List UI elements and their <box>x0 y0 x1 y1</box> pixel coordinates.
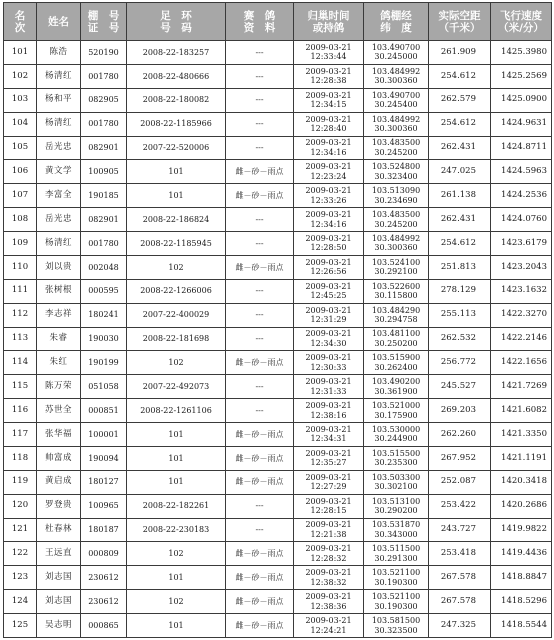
name-cell: 岳光忠 <box>37 136 81 160</box>
name-cell: 帅富成 <box>37 446 81 470</box>
rank-cell: 115 <box>4 375 37 399</box>
ring-no-cell: 2008-22-180082 <box>127 88 226 112</box>
table-row <box>4 184 552 208</box>
table-row <box>4 423 552 447</box>
race-material-cell: 雌－砂－雨点 <box>226 614 294 638</box>
table-row <box>4 614 552 638</box>
rank-cell: 109 <box>4 232 37 256</box>
speed-cell: 1425.2569 <box>491 64 552 88</box>
table-header <box>4 3 552 41</box>
table-row <box>4 351 552 375</box>
race-material-cell: 雌－砂－雨点 <box>226 590 294 614</box>
name-cell: 罗登贵 <box>37 494 81 518</box>
arrival-time-cell: 2009-03-21 12:31:33 <box>294 375 364 399</box>
name-cell: 杨和平 <box>37 88 81 112</box>
coords-cell: 103.515900 30.262400 <box>364 351 429 375</box>
rank-cell: 104 <box>4 112 37 136</box>
rank-cell: 122 <box>4 542 37 566</box>
rank-cell: 121 <box>4 518 37 542</box>
distance-cell: 253.418 <box>429 542 491 566</box>
table-row <box>4 255 552 279</box>
coords-cell: 103.581500 30.323500 <box>364 614 429 638</box>
loft-no-cell: 002048 <box>81 255 127 279</box>
loft-no-cell: 180127 <box>81 470 127 494</box>
ring-no-cell: 102 <box>127 590 226 614</box>
rank-cell: 108 <box>4 208 37 232</box>
arrival-time-cell: 2009-03-21 12:27:29 <box>294 470 364 494</box>
name-cell: 李富全 <box>37 184 81 208</box>
race-material-cell: --- <box>226 232 294 256</box>
race-material-cell: 雌－砂－雨点 <box>226 542 294 566</box>
coords-cell: 103.521000 30.175900 <box>364 399 429 423</box>
table-row <box>4 375 552 399</box>
speed-cell: 1418.5544 <box>491 614 552 638</box>
table-body <box>4 41 552 638</box>
ring-no-cell: 102 <box>127 542 226 566</box>
speed-cell: 1425.0900 <box>491 88 552 112</box>
rank-cell: 107 <box>4 184 37 208</box>
loft-no-cell: 100905 <box>81 160 127 184</box>
ring-no-cell: 2008-22-1185945 <box>127 232 226 256</box>
loft-no-cell: 180187 <box>81 518 127 542</box>
arrival-time-cell: 2009-03-21 12:26:56 <box>294 255 364 279</box>
loft-no-cell: 230612 <box>81 590 127 614</box>
speed-cell: 1423.1632 <box>491 279 552 303</box>
distance-cell: 267.578 <box>429 566 491 590</box>
loft-no-cell: 082905 <box>81 88 127 112</box>
table-row <box>4 542 552 566</box>
speed-cell: 1424.9631 <box>491 112 552 136</box>
loft-no-cell: 230612 <box>81 566 127 590</box>
distance-cell: 243.727 <box>429 518 491 542</box>
race-material-cell: 雌－砂－雨点 <box>226 160 294 184</box>
speed-cell: 1425.3980 <box>491 41 552 65</box>
arrival-time-cell: 2009-03-21 12:34:16 <box>294 136 364 160</box>
speed-cell: 1421.3350 <box>491 423 552 447</box>
rank-cell: 106 <box>4 160 37 184</box>
arrival-time-cell: 2009-03-21 12:34:16 <box>294 208 364 232</box>
ring-no-cell: 101 <box>127 566 226 590</box>
distance-cell: 254.612 <box>429 64 491 88</box>
ring-no-cell: 2008-22-182261 <box>127 494 226 518</box>
loft-no-cell: 000865 <box>81 614 127 638</box>
arrival-time-cell: 2009-03-21 12:30:33 <box>294 351 364 375</box>
coords-cell: 103.484992 30.300360 <box>364 112 429 136</box>
distance-cell: 267.952 <box>429 446 491 470</box>
table-row <box>4 41 552 65</box>
race-material-cell: --- <box>226 112 294 136</box>
loft-no-cell: 180241 <box>81 303 127 327</box>
distance-cell: 254.612 <box>429 112 491 136</box>
speed-cell: 1422.3270 <box>491 303 552 327</box>
distance-cell: 262.431 <box>429 208 491 232</box>
speed-cell: 1424.2536 <box>491 184 552 208</box>
table-row <box>4 279 552 303</box>
speed-cell: 1422.1656 <box>491 351 552 375</box>
name-cell: 刘志国 <box>37 590 81 614</box>
ring-no-cell: 2008-22-1185966 <box>127 112 226 136</box>
col-name-header: 姓名 <box>37 3 81 41</box>
race-material-cell: --- <box>226 279 294 303</box>
ring-no-cell: 2008-22-480666 <box>127 64 226 88</box>
coords-cell: 103.513100 30.290200 <box>364 494 429 518</box>
ring-no-cell: 2008-22-1261106 <box>127 399 226 423</box>
arrival-time-cell: 2009-03-21 12:38:36 <box>294 590 364 614</box>
distance-cell: 254.612 <box>429 232 491 256</box>
rank-cell: 113 <box>4 327 37 351</box>
coords-cell: 103.483500 30.245200 <box>364 136 429 160</box>
arrival-time-cell: 2009-03-21 12:28:40 <box>294 112 364 136</box>
name-cell: 刘志国 <box>37 566 81 590</box>
loft-no-cell: 100965 <box>81 494 127 518</box>
rank-cell: 116 <box>4 399 37 423</box>
arrival-time-cell: 2009-03-21 12:21:38 <box>294 518 364 542</box>
coords-cell: 103.484290 30.294758 <box>364 303 429 327</box>
speed-cell: 1418.5296 <box>491 590 552 614</box>
loft-no-cell: 000851 <box>81 399 127 423</box>
coords-cell: 103.515500 30.235300 <box>364 446 429 470</box>
name-cell: 陈浩 <box>37 41 81 65</box>
coords-cell: 103.524100 30.292100 <box>364 255 429 279</box>
ring-no-cell: 101 <box>127 470 226 494</box>
ring-no-cell: 2007-22-400029 <box>127 303 226 327</box>
speed-cell: 1424.5963 <box>491 160 552 184</box>
coords-cell: 103.481100 30.250200 <box>364 327 429 351</box>
col-ring-no-header: 足 环 号 码 <box>127 3 226 41</box>
race-material-cell: --- <box>226 64 294 88</box>
col-distance-header: 实际空距 （千米） <box>429 3 491 41</box>
coords-cell: 103.483500 30.245200 <box>364 208 429 232</box>
distance-cell: 261.909 <box>429 41 491 65</box>
table-row <box>4 160 552 184</box>
col-race-material-header: 赛 鸽 资 料 <box>226 3 294 41</box>
distance-cell: 247.325 <box>429 614 491 638</box>
coords-cell: 103.503300 30.302100 <box>364 470 429 494</box>
col-arrival-time-header: 归巢时间 或持鸽 <box>294 3 364 41</box>
rank-cell: 110 <box>4 255 37 279</box>
arrival-time-cell: 2009-03-21 12:38:32 <box>294 566 364 590</box>
coords-cell: 103.531870 30.343000 <box>364 518 429 542</box>
ring-no-cell: 101 <box>127 614 226 638</box>
race-material-cell: 雌－砂－雨点 <box>226 351 294 375</box>
speed-cell: 1418.8847 <box>491 566 552 590</box>
name-cell: 杨清红 <box>37 64 81 88</box>
rank-cell: 125 <box>4 614 37 638</box>
table-row <box>4 88 552 112</box>
loft-no-cell: 001780 <box>81 232 127 256</box>
name-cell: 张华福 <box>37 423 81 447</box>
coords-cell: 103.524800 30.323400 <box>364 160 429 184</box>
arrival-time-cell: 2009-03-21 12:45:25 <box>294 279 364 303</box>
table-row <box>4 303 552 327</box>
speed-cell: 1421.7269 <box>491 375 552 399</box>
table-row <box>4 208 552 232</box>
table-row <box>4 494 552 518</box>
arrival-time-cell: 2009-03-21 12:34:30 <box>294 327 364 351</box>
ring-no-cell: 2008-22-1266006 <box>127 279 226 303</box>
arrival-time-cell: 2009-03-21 12:31:29 <box>294 303 364 327</box>
arrival-time-cell: 2009-03-21 12:33:26 <box>294 184 364 208</box>
rank-cell: 120 <box>4 494 37 518</box>
table-row <box>4 470 552 494</box>
loft-no-cell: 001780 <box>81 112 127 136</box>
name-cell: 张树根 <box>37 279 81 303</box>
rank-cell: 119 <box>4 470 37 494</box>
race-material-cell: --- <box>226 136 294 160</box>
ring-no-cell: 2008-22-186824 <box>127 208 226 232</box>
col-coords-header: 鸽棚经 纬 度 <box>364 3 429 41</box>
distance-cell: 267.578 <box>429 590 491 614</box>
arrival-time-cell: 2009-03-21 12:34:31 <box>294 423 364 447</box>
loft-no-cell: 082901 <box>81 208 127 232</box>
speed-cell: 1420.2686 <box>491 494 552 518</box>
table-row <box>4 399 552 423</box>
loft-no-cell: 100001 <box>81 423 127 447</box>
ring-no-cell: 2007-22-520006 <box>127 136 226 160</box>
arrival-time-cell: 2009-03-21 12:38:16 <box>294 399 364 423</box>
race-material-cell: 雌－砂－雨点 <box>226 184 294 208</box>
ring-no-cell: 2008-22-183257 <box>127 41 226 65</box>
race-material-cell: --- <box>226 41 294 65</box>
arrival-time-cell: 2009-03-21 12:28:38 <box>294 64 364 88</box>
coords-cell: 103.521100 30.190300 <box>364 566 429 590</box>
table-row <box>4 327 552 351</box>
arrival-time-cell: 2009-03-21 12:34:15 <box>294 88 364 112</box>
loft-no-cell: 190030 <box>81 327 127 351</box>
race-material-cell: 雌－砂－雨点 <box>226 446 294 470</box>
name-cell: 岳光忠 <box>37 208 81 232</box>
speed-cell: 1423.6179 <box>491 232 552 256</box>
name-cell: 苏世全 <box>37 399 81 423</box>
ring-no-cell: 102 <box>127 351 226 375</box>
name-cell: 黄启成 <box>37 470 81 494</box>
distance-cell: 256.772 <box>429 351 491 375</box>
distance-cell: 261.138 <box>429 184 491 208</box>
race-material-cell: --- <box>226 88 294 112</box>
loft-no-cell: 000809 <box>81 542 127 566</box>
ring-no-cell: 101 <box>127 184 226 208</box>
coords-cell: 103.522600 30.115800 <box>364 279 429 303</box>
name-cell: 吴志明 <box>37 614 81 638</box>
coords-cell: 103.484992 30.300360 <box>364 64 429 88</box>
loft-no-cell: 190199 <box>81 351 127 375</box>
race-material-cell: 雌－砂－雨点 <box>226 470 294 494</box>
name-cell: 王远直 <box>37 542 81 566</box>
race-material-cell: --- <box>226 518 294 542</box>
arrival-time-cell: 2009-03-21 12:35:27 <box>294 446 364 470</box>
distance-cell: 269.203 <box>429 399 491 423</box>
rank-cell: 114 <box>4 351 37 375</box>
loft-no-cell: 082901 <box>81 136 127 160</box>
rank-cell: 118 <box>4 446 37 470</box>
race-material-cell: --- <box>226 375 294 399</box>
race-material-cell: --- <box>226 327 294 351</box>
ring-no-cell: 2008-22-181698 <box>127 327 226 351</box>
name-cell: 刘以贵 <box>37 255 81 279</box>
distance-cell: 262.532 <box>429 327 491 351</box>
rank-cell: 102 <box>4 64 37 88</box>
race-results-table <box>3 2 552 638</box>
rank-cell: 101 <box>4 41 37 65</box>
ring-no-cell: 2008-22-230183 <box>127 518 226 542</box>
loft-no-cell: 001780 <box>81 64 127 88</box>
arrival-time-cell: 2009-03-21 12:28:50 <box>294 232 364 256</box>
race-material-cell: --- <box>226 208 294 232</box>
speed-cell: 1419.4436 <box>491 542 552 566</box>
speed-cell: 1424.0760 <box>491 208 552 232</box>
race-material-cell: --- <box>226 399 294 423</box>
coords-cell: 103.513090 30.234690 <box>364 184 429 208</box>
ring-no-cell: 102 <box>127 255 226 279</box>
distance-cell: 253.422 <box>429 494 491 518</box>
ring-no-cell: 101 <box>127 160 226 184</box>
loft-no-cell: 520190 <box>81 41 127 65</box>
speed-cell: 1423.2043 <box>491 255 552 279</box>
col-speed-header: 飞行速度 （米/分） <box>491 3 552 41</box>
rank-cell: 112 <box>4 303 37 327</box>
rank-cell: 117 <box>4 423 37 447</box>
distance-cell: 278.129 <box>429 279 491 303</box>
col-loft-no-header: 棚 号 证 号 <box>81 3 127 41</box>
table-row <box>4 136 552 160</box>
race-material-cell: --- <box>226 494 294 518</box>
arrival-time-cell: 2009-03-21 12:28:32 <box>294 542 364 566</box>
name-cell: 陈万荣 <box>37 375 81 399</box>
rank-cell: 103 <box>4 88 37 112</box>
distance-cell: 245.527 <box>429 375 491 399</box>
rank-cell: 123 <box>4 566 37 590</box>
arrival-time-cell: 2009-03-21 12:28:15 <box>294 494 364 518</box>
coords-cell: 103.521100 30.190300 <box>364 590 429 614</box>
name-cell: 李志祥 <box>37 303 81 327</box>
rank-cell: 124 <box>4 590 37 614</box>
distance-cell: 247.025 <box>429 160 491 184</box>
coords-cell: 103.484992 30.300360 <box>364 232 429 256</box>
table-row <box>4 518 552 542</box>
name-cell: 杨清红 <box>37 112 81 136</box>
race-material-cell: --- <box>226 303 294 327</box>
loft-no-cell: 190185 <box>81 184 127 208</box>
coords-cell: 103.490200 30.361900 <box>364 375 429 399</box>
speed-cell: 1424.8711 <box>491 136 552 160</box>
distance-cell: 262.579 <box>429 88 491 112</box>
table-row <box>4 232 552 256</box>
arrival-time-cell: 2009-03-21 12:33:44 <box>294 41 364 65</box>
loft-no-cell: 051058 <box>81 375 127 399</box>
coords-cell: 103.530000 30.244900 <box>364 423 429 447</box>
race-material-cell: 雌－砂－雨点 <box>226 423 294 447</box>
table-row <box>4 446 552 470</box>
speed-cell: 1420.3418 <box>491 470 552 494</box>
name-cell: 杨清红 <box>37 232 81 256</box>
distance-cell: 251.813 <box>429 255 491 279</box>
name-cell: 杜春林 <box>37 518 81 542</box>
speed-cell: 1422.2146 <box>491 327 552 351</box>
name-cell: 朱红 <box>37 351 81 375</box>
speed-cell: 1421.6082 <box>491 399 552 423</box>
speed-cell: 1419.9822 <box>491 518 552 542</box>
loft-no-cell: 000595 <box>81 279 127 303</box>
table-row <box>4 590 552 614</box>
table-row <box>4 112 552 136</box>
coords-cell: 103.490700 30.245400 <box>364 88 429 112</box>
name-cell: 朱睿 <box>37 327 81 351</box>
race-material-cell: 雌－砂－雨点 <box>226 566 294 590</box>
speed-cell: 1421.1191 <box>491 446 552 470</box>
distance-cell: 255.113 <box>429 303 491 327</box>
distance-cell: 262.431 <box>429 136 491 160</box>
header-row <box>4 3 552 41</box>
rank-cell: 111 <box>4 279 37 303</box>
ring-no-cell: 101 <box>127 446 226 470</box>
col-rank-header: 名 次 <box>4 3 37 41</box>
loft-no-cell: 190094 <box>81 446 127 470</box>
coords-cell: 103.511500 30.291300 <box>364 542 429 566</box>
table-row <box>4 566 552 590</box>
name-cell: 黄文学 <box>37 160 81 184</box>
rank-cell: 105 <box>4 136 37 160</box>
distance-cell: 262.260 <box>429 423 491 447</box>
ring-no-cell: 2007-22-492073 <box>127 375 226 399</box>
distance-cell: 252.087 <box>429 470 491 494</box>
race-material-cell: 雌－砂－雨点 <box>226 255 294 279</box>
coords-cell: 103.490700 30.245000 <box>364 41 429 65</box>
arrival-time-cell: 2009-03-21 12:24:21 <box>294 614 364 638</box>
table-row <box>4 64 552 88</box>
ring-no-cell: 101 <box>127 423 226 447</box>
arrival-time-cell: 2009-03-21 12:23:24 <box>294 160 364 184</box>
